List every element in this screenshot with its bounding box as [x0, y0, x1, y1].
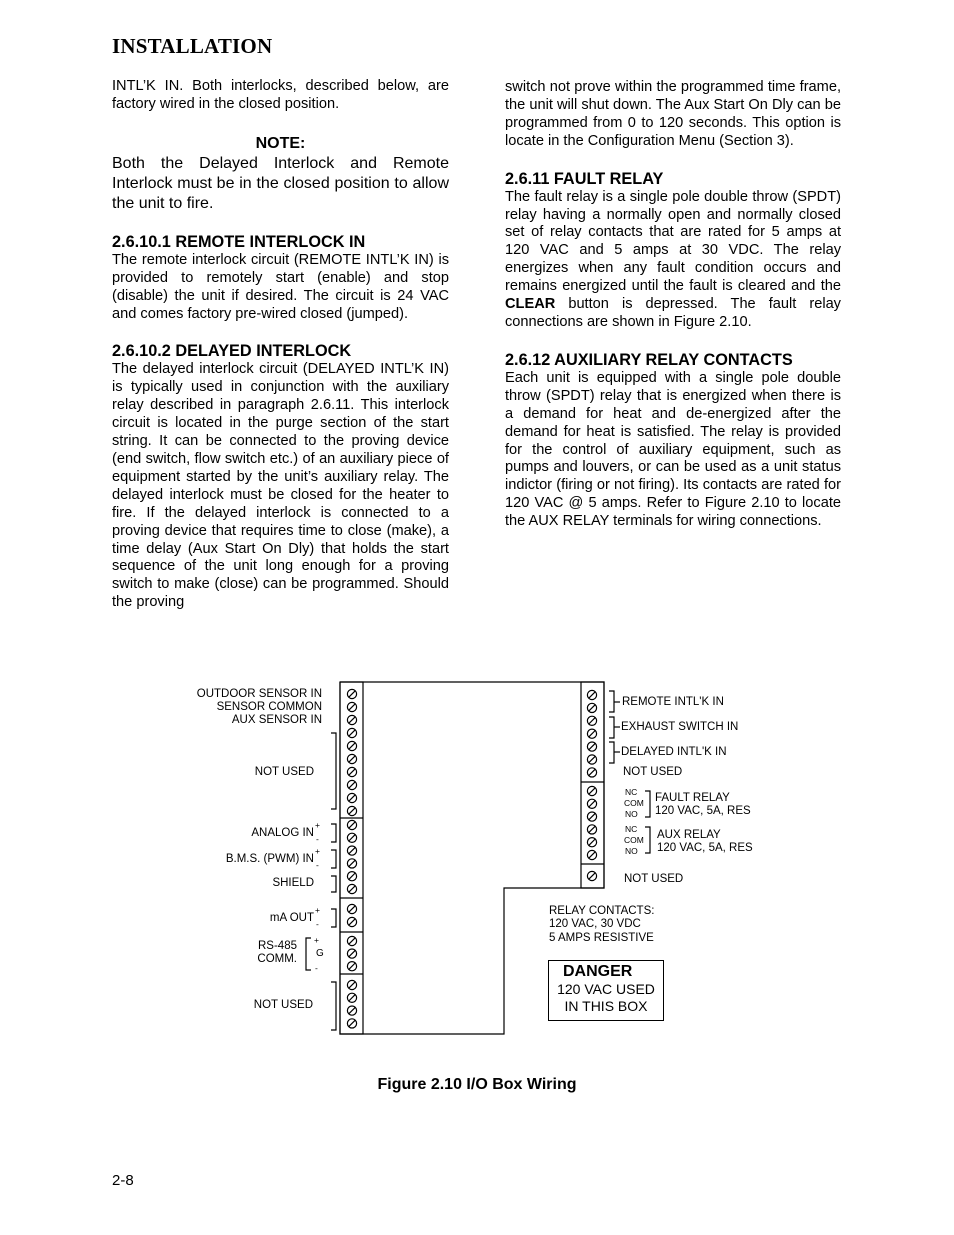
- bracket-shield: [331, 876, 336, 892]
- terminal-screw-slot: [349, 938, 355, 944]
- terminal-screw-slot: [589, 756, 595, 762]
- terminal-screw-slot: [589, 769, 595, 775]
- section-body-aux-relay: Each unit is equipped with a single pole double throw (SPDT) relay that is energized when there is a demand for heat and de-energized after the demand for heat is satisfied. The relay is provided for the control of auxiliary equipment, such as pumps and louvers, or can be used as a unit status indictor (firing or not firing). Its contacts are rated for 120 VAC @ 5 amps. Refer to Figure 2.10 to locate the AUX RELAY terminals for wiring connections.: [505, 369, 841, 530]
- aux-com-pin: COM: [624, 835, 644, 845]
- terminal-screw-slot: [349, 847, 355, 853]
- terminal-screw-slot: [589, 743, 595, 749]
- label-aux-relay: AUX RELAY: [657, 829, 721, 841]
- terminal-screw-slot: [349, 950, 355, 956]
- note-body: Both the Delayed Interlock and Remote Interlock must be in the closed position to allow the unit to fire.: [112, 154, 449, 212]
- label-sensor-common: SENSOR COMMON: [216, 701, 322, 713]
- relay-contacts-line2: 120 VAC, 30 VDC: [549, 918, 641, 930]
- label-not-used-left-2: NOT USED: [253, 999, 313, 1011]
- terminal-screw-slot: [589, 705, 595, 711]
- fault-relay-text-b: button is depressed. The fault relay connections are shown in Figure 2.10.: [505, 296, 841, 330]
- relay-contacts-line1: RELAY CONTACTS:: [549, 905, 655, 917]
- bracket-not-used-2: [331, 982, 336, 1030]
- bracket-analog-in: [331, 824, 336, 842]
- terminal-screw-slot: [349, 835, 355, 841]
- terminal-screw-slot: [349, 1007, 355, 1013]
- terminal-screw-slot: [349, 822, 355, 828]
- fault-com-pin: COM: [624, 798, 644, 808]
- terminal-screw-slot: [349, 730, 355, 736]
- label-remote-intlk: REMOTE INTL'K IN: [622, 696, 724, 708]
- fault-no-pin: NO: [625, 809, 638, 819]
- danger-title: DANGER: [563, 963, 633, 980]
- figure-caption: Figure 2.10 I/O Box Wiring: [377, 1076, 577, 1093]
- terminal-screw-slot: [589, 813, 595, 819]
- section-body-remote-interlock: The remote interlock circuit (REMOTE INTL’K IN) is provided to remotely start (enable) and stop (disable) the unit if desired. The circuit is 24 VAC and comes factory pre-wired closed (jumped).: [112, 251, 449, 322]
- label-bms-in: B.M.S. (PWM) IN: [225, 853, 314, 865]
- rs485-plus: +: [314, 935, 319, 945]
- terminal-screw-slot: [589, 692, 595, 698]
- terminal-screw-slot: [349, 743, 355, 749]
- terminal-screw-slot: [349, 795, 355, 801]
- bracket-ma-out: [331, 909, 336, 927]
- bracket-delayed-intlk: [609, 742, 614, 763]
- danger-line1: 120 VAC USED: [557, 981, 655, 997]
- terminal-screw-slot: [349, 886, 355, 892]
- terminal-screw-slot: [589, 852, 595, 858]
- terminal-screw-slot: [349, 704, 355, 710]
- fault-relay-text-a: The fault relay is a single pole double throw (SPDT) relay having a normally open and normally closed set of relay contacts that are rated for 5 amps at 120 VAC and 5 amps at 30 VDC. The relay energizes when any fault condition occurs and remains energized until the fault is cleared and the: [505, 188, 841, 295]
- terminal-screw-slot: [349, 919, 355, 925]
- terminal-screw-slot: [589, 826, 595, 832]
- bracket-fault-relay: [645, 791, 650, 817]
- fault-nc-pin: NC: [625, 787, 638, 797]
- terminal-screw-slot: [349, 963, 355, 969]
- terminal-screw-slot: [349, 982, 355, 988]
- section-body-delayed-interlock: The delayed interlock circuit (DELAYED INTL’K IN) is typically used in conjunction with the auxiliary relay described in paragraph 2.6.11. This interlock circuit is located in the purge section of the start string. It can be connected to the proving device (end switch, flow switch etc.) of an auxiliary piece of equipment started by the unit’s auxiliary relay. The delayed interlock must be closed for the heater to fire. If the delayed interlock is connected to a proving device that requires time to close (make), a time delay (Aux Start On Dly) that holds the start sequence of the unit long enough for a proving switch to make (close) can be programmed. Should the proving: [112, 361, 449, 611]
- bms-in-plus: +: [315, 846, 320, 856]
- page-number: 2-8: [112, 1172, 134, 1189]
- terminal-screw-slot: [349, 782, 355, 788]
- page-heading: INSTALLATION: [112, 34, 273, 58]
- ma-out-minus: -: [316, 919, 319, 929]
- terminal-screw-slot: [349, 756, 355, 762]
- label-delayed-intlk: DELAYED INTL'K IN: [621, 746, 727, 758]
- bracket-not-used-1: [331, 733, 336, 809]
- terminal-screw-slot: [589, 718, 595, 724]
- terminal-screw-slot: [589, 801, 595, 807]
- terminal-screw-slot: [589, 731, 595, 737]
- label-not-used-left-1: NOT USED: [254, 766, 314, 778]
- label-outdoor-sensor: OUTDOOR SENSOR IN: [196, 688, 322, 700]
- intro-paragraph: INTL’K IN. Both interlocks, described below, are factory wired in the closed position.: [112, 78, 449, 112]
- label-rs485: RS-485: [258, 940, 297, 952]
- aux-no-pin: NO: [625, 846, 638, 856]
- section-title-aux-relay: 2.6.12 AUXILIARY RELAY CONTACTS: [505, 350, 793, 369]
- label-not-used-right-2: NOT USED: [624, 873, 684, 885]
- danger-warning-box: [548, 960, 664, 1021]
- label-exhaust-switch: EXHAUST SWITCH IN: [621, 721, 739, 733]
- bracket-aux-relay: [645, 827, 650, 853]
- terminal-screw-slot: [349, 995, 355, 1001]
- relay-contacts-line3: 5 AMPS RESISTIVE: [549, 932, 654, 944]
- rs485-minus: -: [315, 963, 318, 973]
- ma-out-plus: +: [315, 905, 320, 915]
- terminal-screw-slot: [349, 873, 355, 879]
- terminal-screw-slot: [589, 873, 595, 879]
- section-title-remote-interlock: 2.6.10.1 REMOTE INTERLOCK IN: [112, 232, 366, 251]
- label-fault-rating: 120 VAC, 5A, RES: [655, 805, 751, 817]
- label-analog-in: ANALOG IN: [251, 827, 314, 839]
- label-ma-out: mA OUT: [269, 912, 314, 924]
- section-title-fault-relay: 2.6.11 FAULT RELAY: [505, 169, 664, 188]
- analog-in-minus: -: [316, 834, 319, 844]
- clear-keyword: CLEAR: [505, 296, 556, 313]
- left-terminal-screws: [347, 689, 356, 1028]
- section-title-delayed-interlock: 2.6.10.2 DELAYED INTERLOCK: [112, 342, 352, 361]
- label-fault-relay: FAULT RELAY: [655, 792, 730, 804]
- terminal-screw-slot: [349, 808, 355, 814]
- label-comm: COMM.: [257, 953, 297, 965]
- terminal-screw-slot: [589, 839, 595, 845]
- bracket-bms-in: [331, 850, 336, 868]
- bracket-remote-intlk: [609, 691, 614, 712]
- continued-paragraph: switch not prove within the programmed time frame, the unit will shut down. The Aux Start On Dly can be programmed from 0 to 120 seconds. This option is locate in the Configuration Menu (Section 3).: [505, 79, 841, 149]
- danger-line2: IN THIS BOX: [564, 998, 648, 1014]
- terminal-screw-slot: [349, 906, 355, 912]
- rs485-g: G: [316, 948, 324, 959]
- terminal-screw-slot: [349, 691, 355, 697]
- note-title: NOTE:: [255, 134, 306, 152]
- left-terminal-strip: [340, 682, 363, 1034]
- bms-in-minus: -: [316, 860, 319, 870]
- terminal-screw-slot: [349, 1020, 355, 1026]
- terminal-screw-slot: [349, 717, 355, 723]
- terminal-screw-slot: [589, 788, 595, 794]
- aux-nc-pin: NC: [625, 824, 638, 834]
- label-aux-rating: 120 VAC, 5A, RES: [657, 842, 753, 854]
- terminal-screw-slot: [349, 769, 355, 775]
- bracket-rs485: [306, 938, 311, 970]
- label-aux-sensor: AUX SENSOR IN: [231, 714, 322, 726]
- terminal-screw-slot: [349, 860, 355, 866]
- analog-in-plus: +: [315, 820, 320, 830]
- label-not-used-right-1: NOT USED: [623, 766, 683, 778]
- bracket-exhaust-switch: [609, 717, 614, 738]
- right-terminal-screws: [587, 690, 596, 880]
- label-shield: SHIELD: [272, 877, 314, 889]
